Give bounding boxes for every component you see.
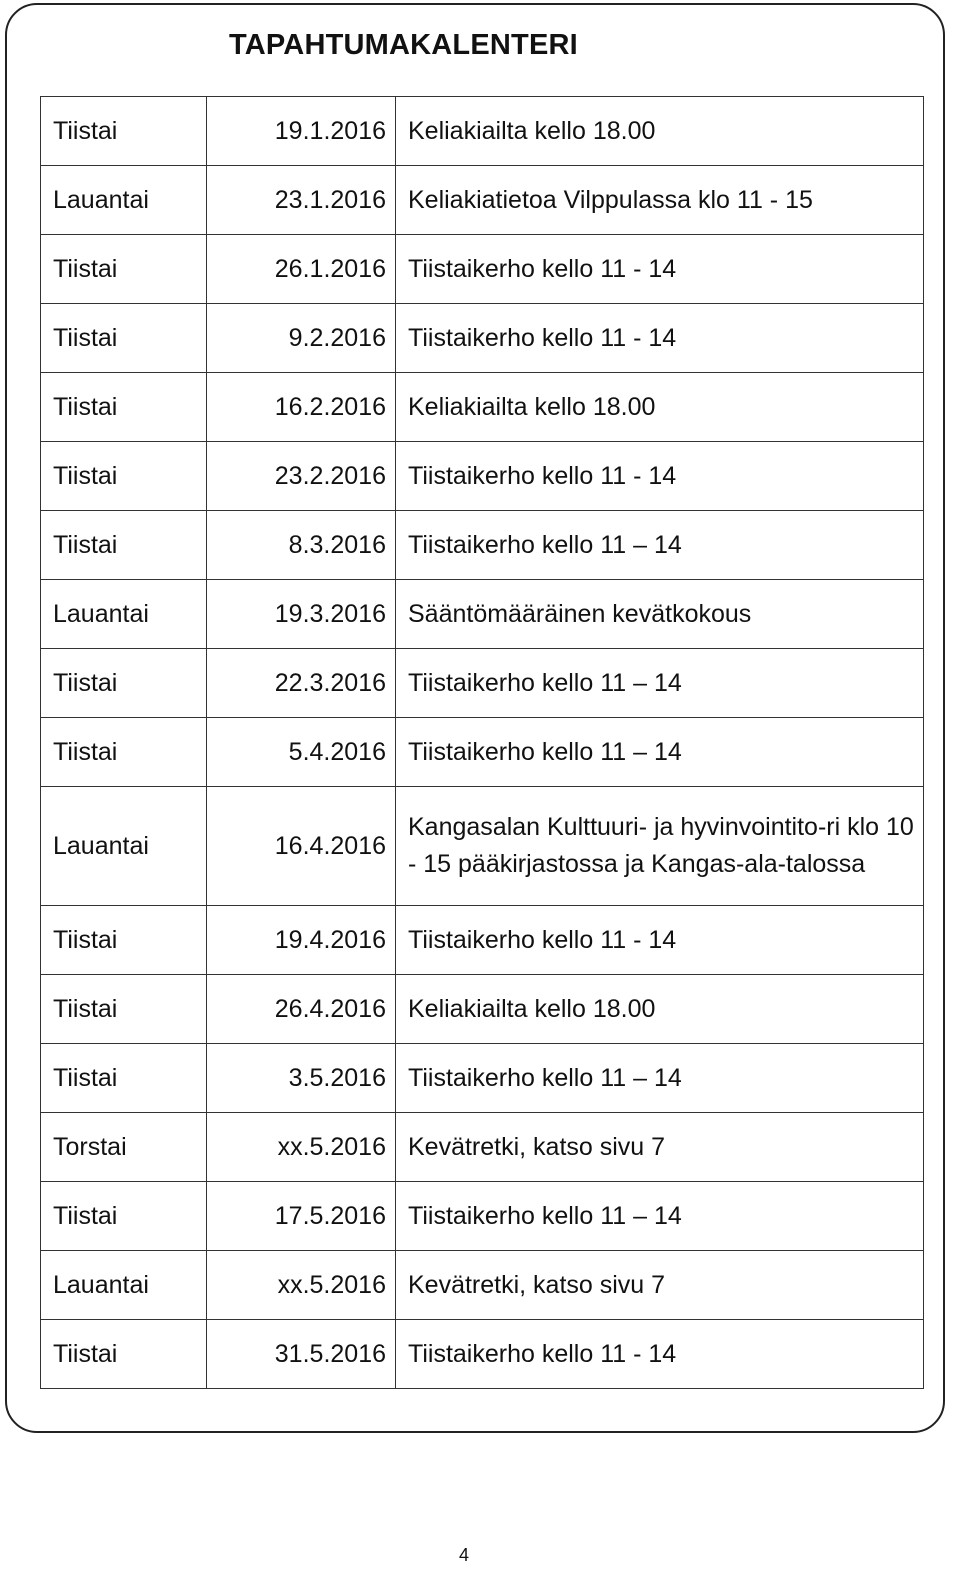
- event-description: Keliakiatietoa Vilppulassa klo 11 - 15: [396, 166, 924, 235]
- event-day: Torstai: [41, 1113, 207, 1182]
- event-date: 19.4.2016: [207, 906, 396, 975]
- event-calendar-table: [40, 96, 924, 1389]
- event-description: Kangasalan Kulttuuri- ja hyvinvointito-ri klo 10 - 15 pääkirjastossa ja Kangas-ala-talossa: [396, 787, 924, 906]
- event-description: Tiistaikerho kello 11 – 14: [396, 649, 924, 718]
- event-description: Keliakiailta kello 18.00: [396, 373, 924, 442]
- table-row: [41, 97, 924, 166]
- event-day: Tiistai: [41, 1044, 207, 1113]
- event-date: 8.3.2016: [207, 511, 396, 580]
- event-description: Tiistaikerho kello 11 - 14: [396, 906, 924, 975]
- event-day: Tiistai: [41, 511, 207, 580]
- event-description: Tiistaikerho kello 11 – 14: [396, 1182, 924, 1251]
- event-date: 5.4.2016: [207, 718, 396, 787]
- event-date: 3.5.2016: [207, 1044, 396, 1113]
- event-date: xx.5.2016: [207, 1113, 396, 1182]
- event-date: 26.1.2016: [207, 235, 396, 304]
- table-row: [41, 975, 924, 1044]
- table-row: [41, 649, 924, 718]
- table-row: [41, 235, 924, 304]
- table-row: [41, 718, 924, 787]
- event-date: 23.2.2016: [207, 442, 396, 511]
- event-day: Tiistai: [41, 235, 207, 304]
- event-description: Tiistaikerho kello 11 - 14: [396, 442, 924, 511]
- event-calendar-body: [41, 97, 924, 1389]
- event-description: Tiistaikerho kello 11 – 14: [396, 511, 924, 580]
- event-day: Lauantai: [41, 1251, 207, 1320]
- table-row: [41, 373, 924, 442]
- table-row: [41, 1113, 924, 1182]
- event-day: Tiistai: [41, 718, 207, 787]
- event-day: Lauantai: [41, 787, 207, 906]
- table-row: [41, 580, 924, 649]
- event-description: Keliakiailta kello 18.00: [396, 975, 924, 1044]
- event-day: Tiistai: [41, 97, 207, 166]
- event-day: Lauantai: [41, 580, 207, 649]
- event-day: Tiistai: [41, 442, 207, 511]
- event-description: Kevätretki, katso sivu 7: [396, 1113, 924, 1182]
- event-day: Tiistai: [41, 373, 207, 442]
- table-row: [41, 787, 924, 906]
- event-date: 31.5.2016: [207, 1320, 396, 1389]
- event-description: Tiistaikerho kello 11 - 14: [396, 235, 924, 304]
- event-description: Kevätretki, katso sivu 7: [396, 1251, 924, 1320]
- table-row: [41, 906, 924, 975]
- event-description: Tiistaikerho kello 11 – 14: [396, 718, 924, 787]
- event-day: Tiistai: [41, 649, 207, 718]
- event-day: Lauantai: [41, 166, 207, 235]
- event-date: 17.5.2016: [207, 1182, 396, 1251]
- event-day: Tiistai: [41, 1320, 207, 1389]
- event-description: Tiistaikerho kello 11 – 14: [396, 1044, 924, 1113]
- event-day: Tiistai: [41, 1182, 207, 1251]
- table-row: [41, 1182, 924, 1251]
- event-description: Tiistaikerho kello 11 - 14: [396, 304, 924, 373]
- event-day: Tiistai: [41, 975, 207, 1044]
- table-row: [41, 442, 924, 511]
- table-row: [41, 1320, 924, 1389]
- event-description: Sääntömääräinen kevätkokous: [396, 580, 924, 649]
- event-date: xx.5.2016: [207, 1251, 396, 1320]
- event-description: Tiistaikerho kello 11 - 14: [396, 1320, 924, 1389]
- page-title: TAPAHTUMAKALENTERI: [229, 29, 578, 61]
- event-date: 23.1.2016: [207, 166, 396, 235]
- table-row: [41, 1251, 924, 1320]
- event-description: Keliakiailta kello 18.00: [396, 97, 924, 166]
- event-date: 26.4.2016: [207, 975, 396, 1044]
- event-day: Tiistai: [41, 304, 207, 373]
- event-date: 19.1.2016: [207, 97, 396, 166]
- event-day: Tiistai: [41, 906, 207, 975]
- event-date: 22.3.2016: [207, 649, 396, 718]
- table-row: [41, 1044, 924, 1113]
- table-row: [41, 166, 924, 235]
- table-row: [41, 304, 924, 373]
- event-date: 16.2.2016: [207, 373, 396, 442]
- page-number: 4: [458, 1545, 469, 1565]
- event-date: 9.2.2016: [207, 304, 396, 373]
- table-row: [41, 511, 924, 580]
- event-date: 16.4.2016: [207, 787, 396, 906]
- event-date: 19.3.2016: [207, 580, 396, 649]
